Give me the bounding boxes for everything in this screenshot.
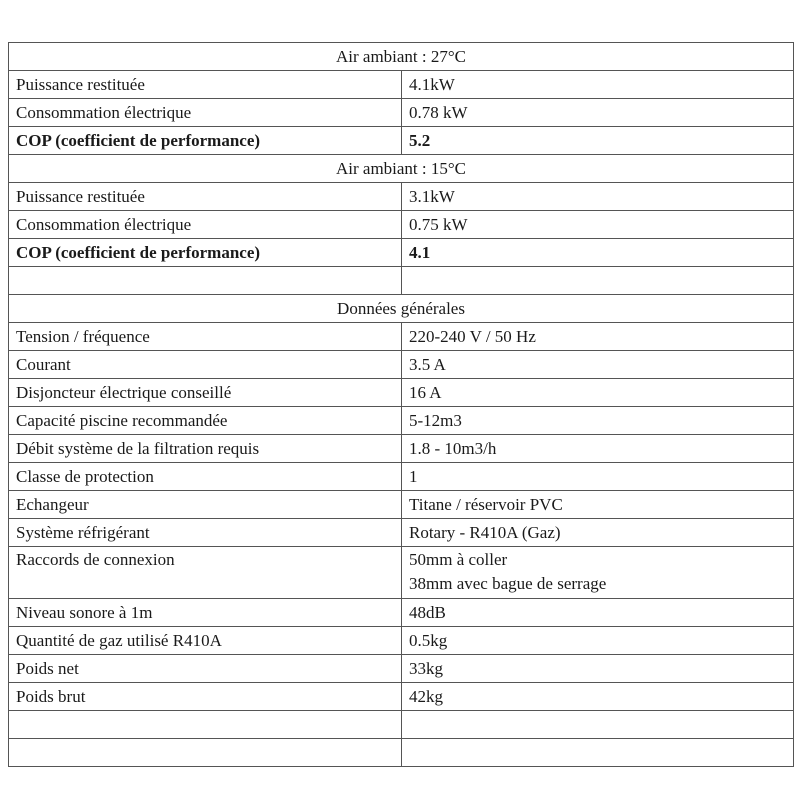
row-label: Disjoncteur électrique conseillé (9, 379, 402, 407)
row-value: 1.8 - 10m3/h (402, 435, 794, 463)
row-value: 33kg (402, 655, 794, 683)
row-label: Poids net (9, 655, 402, 683)
row-label: Quantité de gaz utilisé R410A (9, 627, 402, 655)
table-row (9, 211, 794, 239)
table-row (9, 379, 794, 407)
table-row (9, 655, 794, 683)
table-row (9, 683, 794, 711)
table-row (9, 519, 794, 547)
table-row (9, 351, 794, 379)
row-label: COP (coefficient de performance) (9, 239, 402, 267)
row-label: Courant (9, 351, 402, 379)
row-value: 220-240 V / 50 Hz (402, 323, 794, 351)
row-label: Puissance restituée (9, 71, 402, 99)
row-value: 4.1 (402, 239, 794, 267)
table-row (9, 99, 794, 127)
row-value: 42kg (402, 683, 794, 711)
row-value: 16 A (402, 379, 794, 407)
table-row (9, 323, 794, 351)
table-row (9, 599, 794, 627)
row-value: 0.78 kW (402, 99, 794, 127)
value-line: 38mm avec bague de serrage (409, 574, 607, 593)
row-value: 5-12m3 (402, 407, 794, 435)
row-label: Niveau sonore à 1m (9, 599, 402, 627)
table-row (9, 463, 794, 491)
row-value: Titane / réservoir PVC (402, 491, 794, 519)
row-value: 3.5 A (402, 351, 794, 379)
row-label: Puissance restituée (9, 183, 402, 211)
table-row-connections (9, 547, 794, 599)
section-header-row (9, 43, 794, 71)
section-title-27c: Air ambiant : 27°C (9, 43, 794, 71)
row-value: 1 (402, 463, 794, 491)
row-label: Echangeur (9, 491, 402, 519)
row-value: 5.2 (402, 127, 794, 155)
row-value: Rotary - R410A (Gaz) (402, 519, 794, 547)
row-label: Poids brut (9, 683, 402, 711)
table-row (9, 435, 794, 463)
specifications-table (8, 42, 794, 767)
empty-cell (402, 711, 794, 739)
section-title-general: Données générales (9, 295, 794, 323)
row-value: 4.1kW (402, 71, 794, 99)
section-header-row (9, 295, 794, 323)
row-value: 3.1kW (402, 183, 794, 211)
empty-row (9, 711, 794, 739)
table-row (9, 627, 794, 655)
row-label: Raccords de connexion (9, 547, 402, 599)
row-label: Consommation électrique (9, 211, 402, 239)
table-row (9, 183, 794, 211)
row-label: Débit système de la filtration requis (9, 435, 402, 463)
table-row (9, 491, 794, 519)
empty-cell (402, 267, 794, 295)
value-line: 50mm à coller (409, 550, 508, 569)
row-label: Tension / fréquence (9, 323, 402, 351)
empty-cell (9, 739, 402, 767)
empty-row (9, 739, 794, 767)
row-label: Consommation électrique (9, 99, 402, 127)
empty-cell (9, 711, 402, 739)
row-label: Classe de protection (9, 463, 402, 491)
empty-cell (9, 267, 402, 295)
table-row (9, 407, 794, 435)
table-row-cop (9, 239, 794, 267)
table-row (9, 71, 794, 99)
table-row-cop (9, 127, 794, 155)
row-label: COP (coefficient de performance) (9, 127, 402, 155)
row-value (402, 547, 794, 599)
row-label: Système réfrigérant (9, 519, 402, 547)
row-value: 0.75 kW (402, 211, 794, 239)
row-value: 0.5kg (402, 627, 794, 655)
row-value: 48dB (402, 599, 794, 627)
row-label: Capacité piscine recommandée (9, 407, 402, 435)
empty-cell (402, 739, 794, 767)
empty-row (9, 267, 794, 295)
section-title-15c: Air ambiant : 15°C (9, 155, 794, 183)
section-header-row (9, 155, 794, 183)
